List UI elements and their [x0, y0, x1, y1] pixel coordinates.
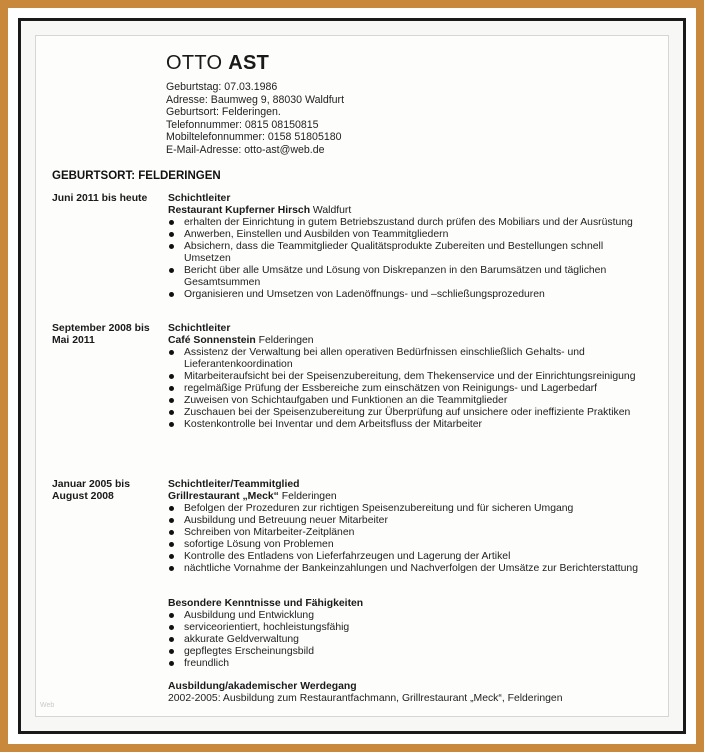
company-name: Restaurant Kupferner Hirsch	[168, 205, 311, 217]
company-name: Café Sonnenstein	[168, 335, 256, 347]
company-location: Felderingen	[278, 491, 337, 503]
skills-title: Besondere Kenntnisse und Fähigkeiten	[168, 598, 364, 609]
list-item: Ausbildung und Entwicklung	[168, 610, 638, 622]
job-company-line	[168, 491, 646, 503]
birthday: Geburtstag: 07.03.1986	[166, 81, 278, 93]
section-title: GEBURTSORT: FELDERINGEN	[52, 170, 221, 182]
list-item: Schreiben von Mitarbeiter-Zeitplänen	[168, 527, 646, 539]
job-company-line	[168, 335, 646, 347]
first-name: OTTO	[166, 52, 223, 74]
skills-section	[168, 598, 638, 670]
list-item: erhalten der Einrichtung in gutem Betriebszustand durch prüfen des Mobiliars und der Ausrüstung	[168, 217, 646, 229]
list-item: serviceorientiert, hochleistungsfähig	[168, 622, 638, 634]
email: E-Mail-Adresse: otto-ast@web.de	[166, 143, 325, 156]
job-role: Schichtleiter/Teammitglied	[168, 479, 300, 490]
contact-details	[166, 81, 586, 157]
job-body	[168, 193, 646, 301]
job-body	[168, 479, 646, 575]
mobile: Mobiltelefonnummer: 0158 51805180	[166, 131, 342, 144]
birthplace: Geburtsort: Felderingen.	[166, 106, 281, 119]
job-dates: Januar 2005 bis August 2008	[52, 479, 130, 503]
company-location: Waldfurt	[310, 205, 352, 217]
job-duties	[168, 217, 646, 300]
list-item: Kontrolle des Entladens von Lieferfahrzeugen und Lagerung der Artikel	[168, 551, 646, 563]
phone: Telefonnummer: 0815 08150815	[166, 118, 319, 131]
list-item: Assistenz der Verwaltung bei allen operativen Bedürfnissen einschließlich Gehalts- und Lieferantenkoordination	[168, 347, 646, 371]
watermark: Web	[40, 702, 55, 709]
company-location: Felderingen	[255, 335, 314, 347]
list-item: Absichern, dass die Teammitglieder Qualitätsprodukte Zubereiten und Bestellungen schnell Umsetzen	[168, 241, 646, 265]
list-item: Befolgen der Prozeduren zur richtigen Speisenzubereitung und für sicheren Umgang	[168, 503, 646, 515]
list-item: regelmäßige Prüfung der Essbereiche zum einschätzen von Reinigungs- und Lagerbedarf	[168, 383, 646, 395]
list-item: Zuschauen bei der Speisenzubereitung zur Überprüfung auf unsichere oder ineffiziente Praktiken	[168, 407, 646, 419]
education-section	[168, 681, 638, 706]
job-body	[168, 323, 646, 431]
job-duties	[168, 347, 646, 430]
list-item: akkurate Geldverwaltung	[168, 634, 638, 646]
list-item: Ausbildung und Betreuung neuer Mitarbeiter	[168, 515, 646, 527]
education-title: Ausbildung/akademischer Werdegang	[168, 681, 357, 692]
job-duties	[168, 503, 646, 574]
list-item: Zuweisen von Schichtaufgaben und Funktionen an die Teammitglieder	[168, 395, 646, 407]
resume-header	[166, 51, 586, 157]
job-role: Schichtleiter	[168, 193, 231, 204]
list-item: Bericht über alle Umsätze und Lösung von Diskrepanzen in den Barumsätzen und täglichen Gesamtsummen	[168, 265, 646, 289]
education-line: 2002-2005: Ausbildung zum Restaurantfachmann, Grillrestaurant „Meck“, Felderingen	[168, 693, 563, 705]
list-item: Kostenkontrolle bei Inventar und dem Arbeitsfluss der Mitarbeiter	[168, 419, 646, 431]
job-role: Schichtleiter	[168, 323, 231, 334]
address: Adresse: Baumweg 9, 88030 Waldfurt	[166, 93, 345, 106]
job-dates: Juni 2011 bis heute	[52, 193, 148, 204]
list-item: gepflegtes Erscheinungsbild	[168, 646, 638, 658]
list-item: nächtliche Vornahme der Bankeinzahlungen und Nachverfolgen der Umsätze zur Berichterstattung	[168, 563, 646, 575]
list-item: Mitarbeiteraufsicht bei der Speisenzubereitung, dem Thekenservice und der Einrichtungsreinigung	[168, 371, 646, 383]
last-name: AST	[228, 52, 270, 74]
list-item: Organisieren und Umsetzen von Ladenöffnungs- und –schließungsprozeduren	[168, 289, 646, 301]
list-item: freundlich	[168, 658, 638, 670]
list-item: sofortige Lösung von Problemen	[168, 539, 646, 551]
skills-list	[168, 610, 638, 670]
list-item: Anwerben, Einstellen und Ausbilden von Teammitgliedern	[168, 229, 646, 241]
job-dates: September 2008 bis Mai 2011	[52, 323, 150, 347]
company-name: Grillrestaurant „Meck“	[168, 491, 279, 503]
applicant-name	[166, 51, 586, 75]
job-company-line	[168, 205, 646, 217]
